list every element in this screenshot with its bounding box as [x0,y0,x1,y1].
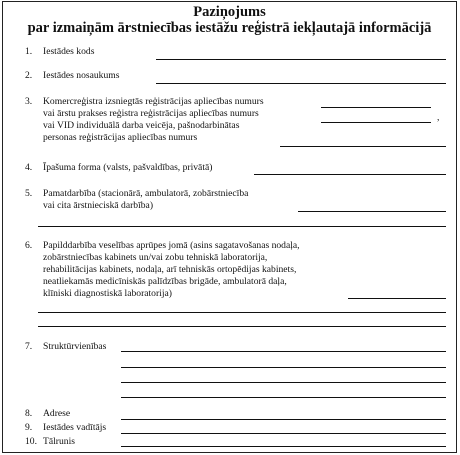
field-8-number: 8. [25,408,33,419]
field-5-number: 5. [25,188,33,199]
field-2-label: Iestādes nosaukums [43,70,120,81]
field-6-label-line-2: zobārstniecības kabinets un/vai zobu tehniskā laboratorija, [43,252,268,263]
field-1-input-line[interactable] [156,59,446,60]
field-7-input-line-3[interactable] [121,382,446,383]
field-6-input-line-1[interactable] [348,298,446,299]
field-10-number: 10. [25,436,37,447]
field-2-input-line[interactable] [156,83,446,84]
field-5-input-line-1[interactable] [298,211,446,212]
field-6-number: 6. [25,240,33,251]
field-1-number: 1. [25,46,33,57]
field-3-input-line-1[interactable] [321,107,431,108]
field-3-input-line-2[interactable] [321,122,431,123]
field-6-label-line-5: klīniski diagnostiskā laboratorija) [43,288,172,299]
field-1-label: Iestādes kods [43,46,95,57]
field-6-label-line-1: Papilddarbība veselības aprūpes jomā (asins sagatavošanas nodaļa, [43,240,300,251]
form-subtitle: par izmaiņām ārstniecības iestāžu reģistrā iekļautajā informācijā [27,20,432,36]
field-10-label: Tālrunis [43,436,75,447]
field-3-label-line-2: vai ārstu prakses reģistra reģistrācijas apliecības numurs [43,108,259,119]
field-5-label-line-2: vai cita ārstnieciskā darbība) [43,200,154,211]
field-8-input-line[interactable] [121,419,446,420]
field-9-number: 9. [25,422,33,433]
field-2-number: 2. [25,70,33,81]
field-4-label: Īpašuma forma (valsts, pašvaldības, privātā) [43,162,213,173]
field-6-input-line-3[interactable] [38,326,446,327]
field-4-number: 4. [25,162,33,173]
field-6-input-line-2[interactable] [38,312,446,313]
notification-form [2,1,457,453]
field-7-number: 7. [25,341,33,352]
field-3-label-line-4: personas reģistrācijas apliecības numurs [43,132,198,143]
field-5-input-line-2[interactable] [38,226,446,227]
field-9-label: Iestādes vadītājs [43,422,107,433]
form-title: Paziņojums [193,4,266,20]
field-6-label-line-4: neatliekamās medicīniskās palīdzības brigāde, ambulatorā daļa, [43,276,287,287]
field-7-input-line-4[interactable] [121,397,446,398]
field-7-input-line-2[interactable] [121,367,446,368]
field-7-input-line-1[interactable] [121,351,446,352]
field-3-separator: , [437,112,440,123]
field-9-input-line[interactable] [121,433,446,434]
field-3-label-line-3: vai VID individuālā darba veicēja, pašnodarbinātas [43,120,240,131]
field-3-input-line-3[interactable] [280,146,446,147]
field-7-label: Struktūrvienības [43,341,107,352]
field-10-input-line[interactable] [121,446,446,447]
field-8-label: Adrese [43,408,71,419]
field-3-number: 3. [25,96,33,107]
field-4-input-line[interactable] [254,174,446,175]
field-5-label-line-1: Pamatdarbība (stacionārā, ambulatorā, zobārstniecība [43,188,249,199]
field-6-label-line-3: rehabilitācijas kabinets, nodaļa, arī tehniskās ortopēdijas kabinets, [43,264,297,275]
field-3-label-line-1: Komercreģistra izsniegtās reģistrācijas apliecības numurs [43,96,264,107]
